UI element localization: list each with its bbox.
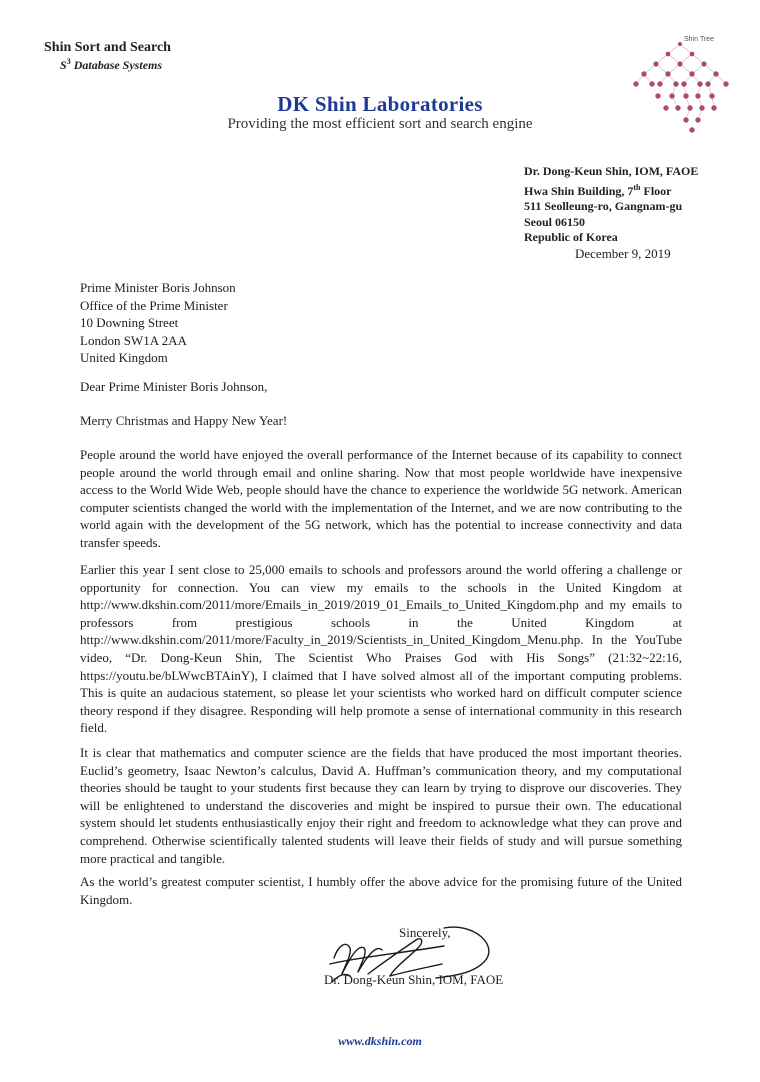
- sender-address: [524, 164, 698, 246]
- sender-building-pre: Hwa Shin Building, 7: [524, 183, 634, 198]
- company-subtitle-superscript: 3: [66, 57, 71, 66]
- recipient-line: 10 Downing Street: [80, 315, 179, 330]
- lab-title: DK Shin Laboratories: [277, 92, 483, 116]
- closing: Sincerely,: [399, 925, 451, 940]
- company-name: Shin Sort and Search: [44, 40, 171, 55]
- sender-city: Seoul 06150: [524, 214, 586, 229]
- body-paragraph-3: It is clear that mathematics and computer science are the fields that have produced the most important theories. Euclid’s geometry, Isaac Newton’s calculus, David A. Huffman’s communication theory, and my computational theories should be taught to your students first because they can learn by trying to disprove our discoveries. They will be enlightened to understand the discoveries and might be inspired to pursue their own. The educational system should let students enthusiastically enjoy their right and freedom to acknowledge what they can prove and comprehend. Otherwise scientifically talented students will leave their fields of study and will pursue something more practical and tangible.: [80, 745, 682, 866]
- company-subtitle: [60, 57, 162, 73]
- sender-street: 511 Seolleung-ro, Gangnam-gu: [524, 199, 683, 213]
- logo-label: Shin Tree: [684, 36, 714, 43]
- sender-building: [524, 180, 698, 200]
- recipient-line: Office of the Prime Minister: [80, 297, 228, 313]
- signer-name: Dr. Dong-Keun Shin, IOM, FAOE: [324, 972, 504, 987]
- body-paragraph-1: People around the world have enjoyed the overall performance of the Internet because of its capability to connect people around the world through email and online sharing. Now that most people worldwide have inexpensive access to the World Wide Web, people should have the chance to experience the worldwide 5G network. American computer scientists changed the world with the implementation of the Internet, and we are now contributing to the world again with the development of the 5G network, which has the potential to increase connectivity and data transfer speeds.: [80, 447, 682, 550]
- recipient-line: Prime Minister Boris Johnson: [80, 280, 236, 295]
- salutation: Dear Prime Minister Boris Johnson,: [80, 379, 268, 394]
- company-subtitle-s: S: [60, 58, 67, 72]
- shin-tree-logo-icon: [628, 40, 738, 136]
- sender-building-sup: th: [633, 182, 641, 192]
- letter-date: December 9, 2019: [575, 246, 671, 261]
- body-paragraph-2: Earlier this year I sent close to 25,000 emails to schools and professors around the world offering a challenge or opportunity for connection. You can view my emails to the schools in the United Kingdom at http://www.dkshin.com/2011/more/Emails_in_2019/2019_01_Emails_to_United_Kingdom.php and my emails to professors from prestigious schools in the United Kingdom at http://www.dkshin.com/2011/more/Faculty_in_2019/Scientists_in_United_Kingdom_Menu.php. In the YouTube video, “Dr. Dong-Keun Shin, The Scientist Who Praises God with His Songs” (21:32~22:16, https://youtu.be/bLWwcBTAinY), I claimed that I have solved almost all of the important computing problems. This is quite an audacious statement, so please let your scientists who worked hard on difficult computer science theory respond if they disagree. Responding will help promote a sense of international community in this research field.: [80, 562, 682, 736]
- lab-tagline: Providing the most efficient sort and search engine: [227, 116, 533, 132]
- sender-country: Republic of Korea: [524, 230, 618, 244]
- footer-website-link[interactable]: www.dkshin.com: [338, 1034, 422, 1048]
- sender-building-post: Floor: [640, 183, 672, 198]
- recipient-line: London SW1A 2AA: [80, 332, 187, 348]
- greeting-line: Merry Christmas and Happy New Year!: [80, 413, 288, 428]
- recipient-address: [80, 279, 236, 367]
- body-paragraph-4: As the world’s greatest computer scientist, I humbly offer the above advice for the promising future of the United Kingdom.: [80, 874, 682, 907]
- sender-name: Dr. Dong-Keun Shin, IOM, FAOE: [524, 164, 699, 178]
- recipient-line: United Kingdom: [80, 350, 168, 365]
- company-subtitle-rest: Database Systems: [70, 58, 163, 72]
